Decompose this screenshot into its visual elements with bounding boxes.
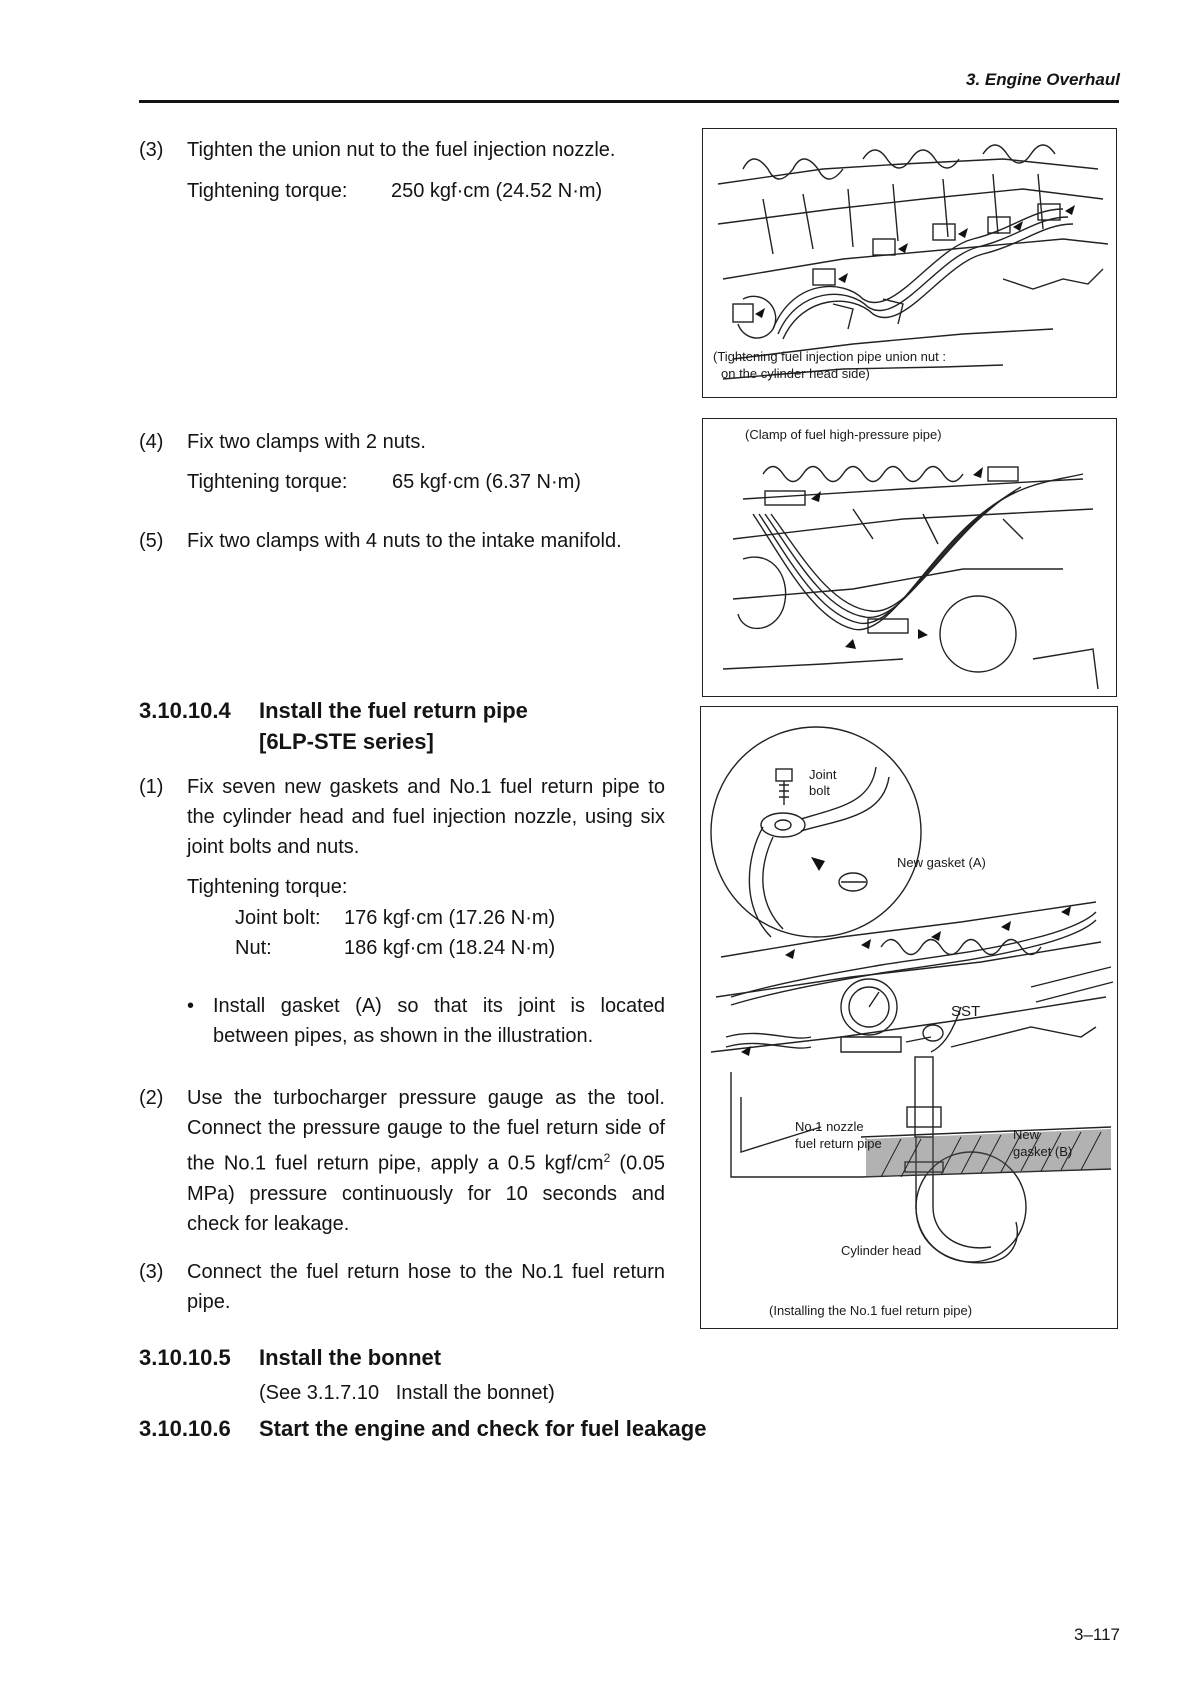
fig3-label-sst: SST — [951, 1003, 981, 1020]
s4-step-1-number: (1) — [139, 776, 164, 798]
s4-step-2-text: Use the turbocharger pressure gauge as the tool. Connect the pressure gauge to the fuel return side of the No.1 fuel return pipe, apply a 0.5 kgf/$cm^2$ (0.05 MPa) pressure continuously for 10 seconds and check for leakage. — [187, 1087, 665, 1235]
fig1-caption-line1: (Tightening fuel injection pipe union nut : — [713, 349, 946, 364]
s4-torque-nut-label: Nut: — [235, 937, 272, 959]
step-5a-number: (5) — [139, 530, 164, 552]
fig3-label-gasket-b: gasket (B) — [1013, 1144, 1073, 1159]
s4-step-1-text: Fix seven new gaskets and No.1 fuel return pipe to the cylinder head and fuel injection nozzle, using six joint bolts and nuts. — [187, 776, 665, 858]
fig3-label-bolt: bolt — [809, 783, 830, 798]
section-6-title: Start the engine and check for fuel leakage — [259, 1416, 707, 1441]
section-4-title: Install the fuel return pipe — [259, 698, 528, 723]
step-4a-torque-value: 65 kgf·cm (6.37 N·m) — [392, 471, 581, 493]
bullet-dot: • — [187, 995, 195, 1017]
fig3-label-new: New — [1013, 1127, 1040, 1142]
chapter-header: 3. Engine Overhaul — [966, 70, 1120, 89]
s4-step-3-number: (3) — [139, 1261, 164, 1283]
section-5-number: 3.10.10.5 — [139, 1345, 231, 1370]
fig3-label-cylinder-head: Cylinder head — [841, 1243, 922, 1258]
fig1-caption-line2: on the cylinder head side) — [721, 366, 870, 381]
engine-illustration-3 — [701, 707, 1117, 1328]
section-5-ref: (See 3.1.7.10 Install the bonnet) — [259, 1382, 555, 1404]
engine-illustration-2 — [703, 419, 1116, 696]
fig3-label-fuel-return-pipe: fuel return pipe — [795, 1136, 882, 1151]
step-3a-number: (3) — [139, 139, 164, 161]
s4-step-2-number: (2) — [139, 1087, 164, 1109]
page-number: 3–117 — [1073, 1625, 1120, 1644]
fig3-label-new-gasket-a: New gasket (A) — [897, 855, 986, 870]
section-4-number: 3.10.10.4 — [139, 698, 231, 723]
s4-torque-nut-value: 186 kgf·cm (18.24 N·m) — [344, 937, 556, 959]
step-4a-torque-label: Tightening torque: — [187, 471, 348, 493]
s4-step-1-bullet: Install gasket (A) so that its joint is located between pipes, as shown in the illustration. — [213, 995, 665, 1047]
step-4a-text: Fix two clamps with 2 nuts. — [187, 431, 426, 453]
s4-torque-joint-label: Joint bolt: — [235, 907, 321, 929]
step-4a-number: (4) — [139, 431, 164, 453]
step-3a-torque-value: 250 kgf·cm (24.52 N·m) — [391, 180, 603, 202]
figure-clamp — [702, 418, 1117, 697]
s4-step-1-torque-label: Tightening torque: — [187, 876, 348, 898]
fig3-label-no1-nozzle: No.1 nozzle — [795, 1119, 864, 1134]
figure-return-pipe — [700, 706, 1118, 1329]
fig2-caption: (Clamp of fuel high-pressure pipe) — [745, 427, 942, 442]
fig3-caption: (Installing the No.1 fuel return pipe) — [769, 1303, 973, 1318]
section-5-title: Install the bonnet — [259, 1345, 442, 1370]
s4-torque-joint-value: 176 kgf·cm (17.26 N·m) — [344, 907, 556, 929]
figure-union-nut — [702, 128, 1117, 398]
step-3a-torque-label: Tightening torque: — [187, 180, 348, 202]
step-3a-text: Tighten the union nut to the fuel injection nozzle. — [187, 139, 616, 161]
section-4-subtitle: [6LP-STE series] — [259, 729, 434, 754]
step-5a-text: Fix two clamps with 4 nuts to the intake manifold. — [187, 530, 622, 552]
fig3-label-joint: Joint — [809, 767, 837, 782]
s4-step-3-text: Connect the fuel return hose to the No.1 fuel return pipe. — [187, 1261, 665, 1313]
header-rule — [139, 100, 1119, 103]
section-6-number: 3.10.10.6 — [139, 1416, 231, 1441]
